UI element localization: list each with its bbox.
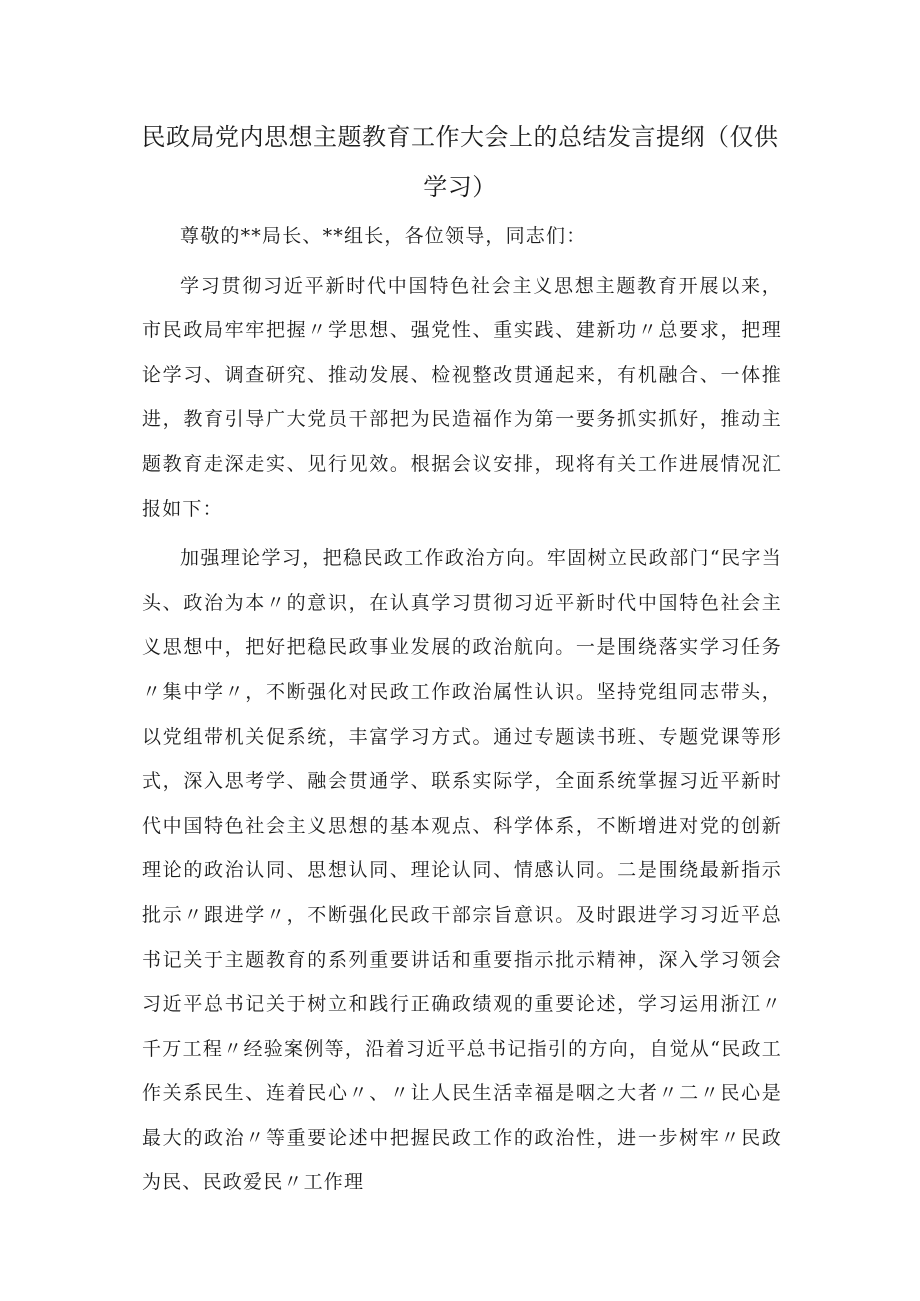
salutation: 尊敬的**局长、**组长，各位领导，同志们： — [180, 225, 587, 247]
paragraph-intro: 学习贯彻习近平新时代中国特色社会主义思想主题教育开展以来，市民政局牢牢把握〃学思想、强党性、重实践、建新功〃总要求，把理论学习、调查研究、推动发展、检视整改贯通起来，有机融合、一体推进，教育引导广大党员干部把为民造福作为第一要务抓实抓好，推动主题教育走深走实、见行见效。根据会议安排，现将有关工作进展情况汇报如下： — [142, 274, 782, 520]
document-title: 民政局党内思想主题教育工作大会上的总结发言提纲（仅供学习） — [141, 123, 779, 201]
paragraph-theory-study: 加强理论学习，把稳民政工作政治方向。牢固树立民政部门“民字当头、政治为本〃的意识，在认真学习贯彻习近平新时代中国特色社会主义思想中，把好把稳民政事业发展的政治航向。一是围绕落实学习任务〃集中学〃，不断强化对民政工作政治属性认识。坚持党组同志带头，以党组带机关促系统，丰富学习方式。通过专题读书班、专题党课等形式，深入思考学、融会贯通学、联系实际学，全面系统掌握习近平新时代中国特色社会主义思想的基本观点、科学体系，不断增进对党的创新理论的政治认同、思想认同、理论认同、情感认同。二是围绕最新指示批示〃跟进学〃，不断强化民政干部宗旨意识。及时跟进学习习近平总书记关于主题教育的系列重要讲话和重要指示批示精神，深入学习领会习近平总书记关于树立和践行正确政绩观的重要论述，学习运用浙江〃千万工程〃经验案例等，沿着习近平总书记指引的方向，自觉从“民政工作关系民生、连着民心〃、〃让人民生活幸福是咽之大者〃二〃民心是最大的政治〃等重要论述中把握民政工作的政治性，进一步树牢〃民政为民、民政爱民〃工作理 — [142, 547, 782, 1194]
document-body — [142, 214, 782, 1210]
